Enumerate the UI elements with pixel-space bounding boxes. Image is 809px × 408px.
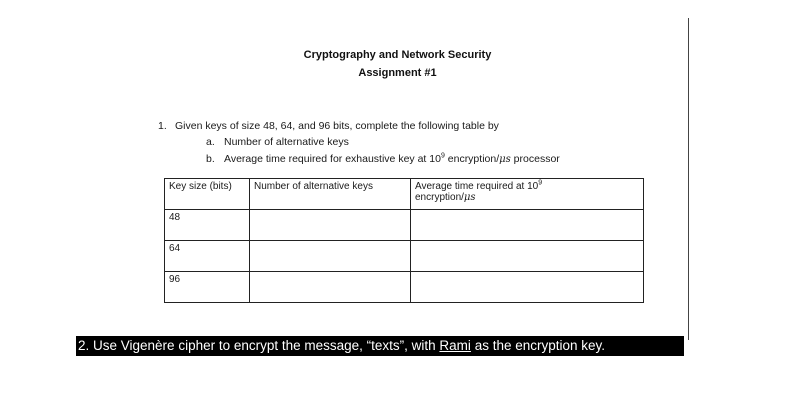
item-b-exponent: 9	[440, 152, 445, 160]
item-b-text-after: processor	[510, 153, 560, 165]
key-size-cell: 48	[165, 210, 250, 241]
item-b-label: b.	[206, 153, 215, 165]
alternatives-cell[interactable]	[250, 272, 411, 303]
header-key-size: Key size (bits)	[165, 179, 250, 210]
assignment-subtitle: Assignment #1	[358, 67, 437, 79]
time-cell[interactable]	[411, 210, 644, 241]
question-1-text: Given keys of size 48, 64, and 96 bits, complete the following table by	[175, 120, 499, 132]
key-size-cell: 64	[165, 241, 250, 272]
item-b-unit: μs	[499, 154, 511, 165]
key-size-table	[164, 178, 644, 303]
question-2-text-after: as the encryption key.	[470, 338, 606, 353]
header-average-time-text: Average time required at 10	[415, 181, 539, 192]
header-average-time-line2: encryption/	[415, 192, 464, 203]
key-size-cell: 96	[165, 272, 250, 303]
header-alternative-keys: Number of alternative keys	[250, 179, 411, 210]
question-1-number: 1.	[158, 120, 167, 132]
item-b-text-mid: encryption/	[444, 153, 500, 165]
table-header-row	[165, 179, 644, 210]
time-cell[interactable]	[411, 241, 644, 272]
header-exponent: 9	[538, 179, 543, 187]
item-b-text-before: Average time required for exhaustive key at 10	[224, 153, 441, 165]
header-average-time	[411, 179, 644, 210]
question-1-item-b	[206, 153, 560, 165]
table-row	[165, 210, 644, 241]
item-a-text: Number of alternative keys	[224, 136, 349, 148]
encryption-key-link[interactable]: Rami	[439, 338, 471, 353]
table-row	[165, 241, 644, 272]
question-2-text-before: 2. Use Vigenère cipher to encrypt the message, “texts”, with	[78, 338, 440, 353]
alternatives-cell[interactable]	[250, 241, 411, 272]
item-a-label: a.	[206, 136, 215, 148]
document-title: Cryptography and Network Security	[303, 49, 492, 61]
alternatives-cell[interactable]	[250, 210, 411, 241]
table-row	[165, 272, 644, 303]
question-1-item-a	[206, 136, 349, 148]
header-unit: μs	[463, 192, 476, 203]
time-cell[interactable]	[411, 272, 644, 303]
question-2-highlighted	[76, 336, 684, 356]
